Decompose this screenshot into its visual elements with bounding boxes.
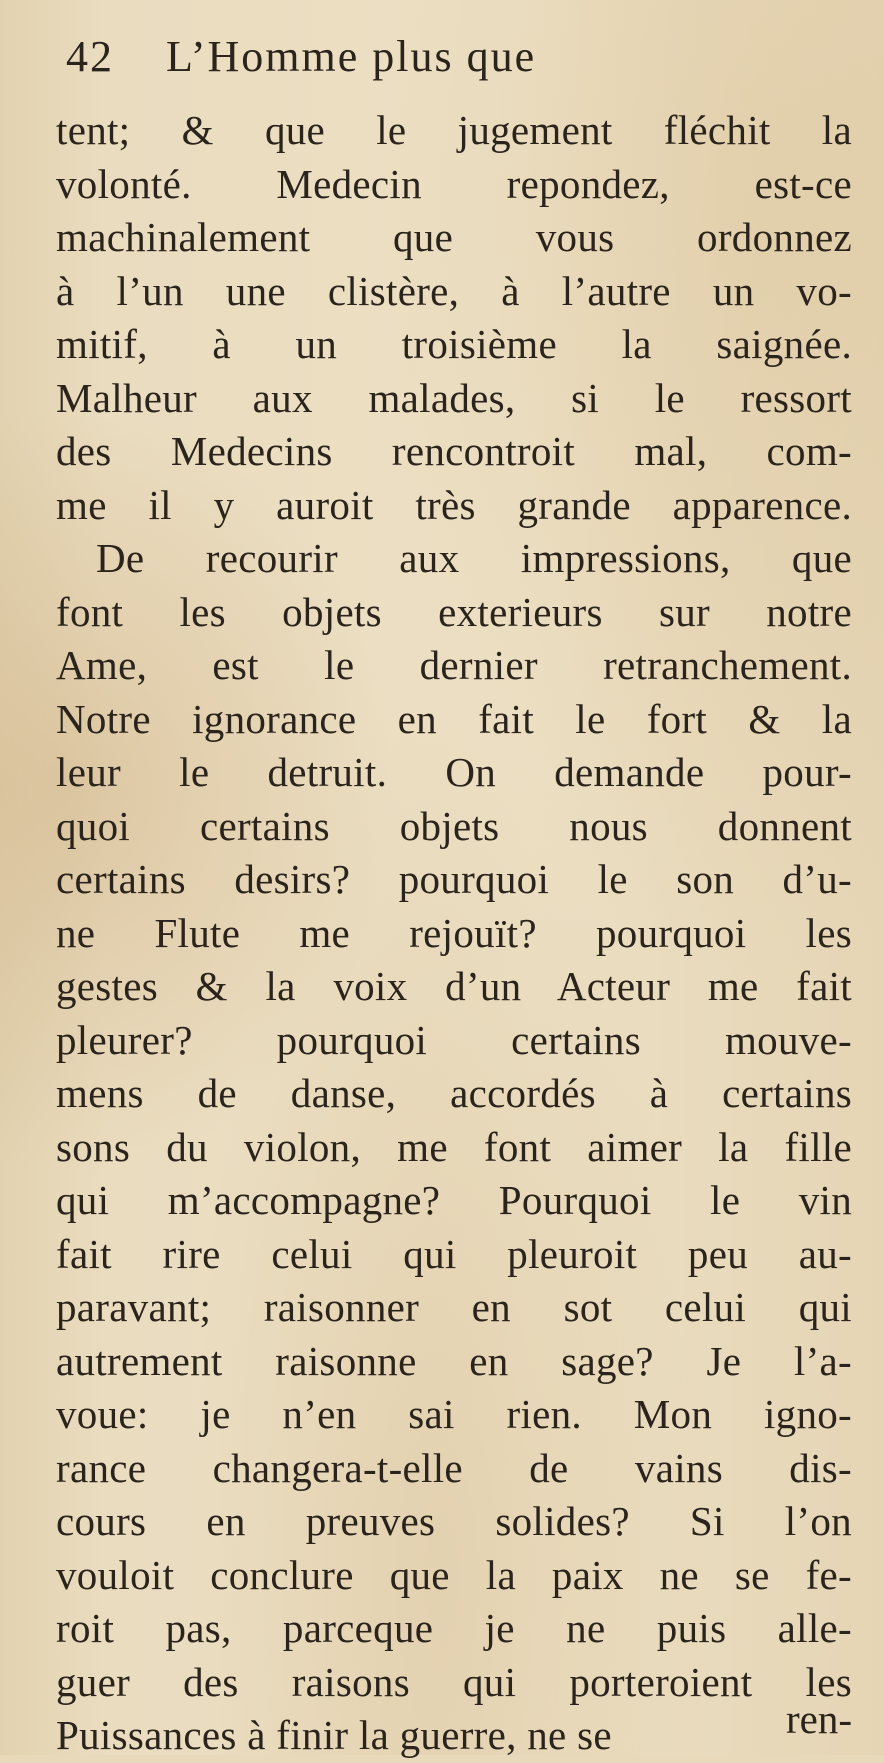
text-line: mens de danse, accordés à certains <box>56 1070 852 1116</box>
text-line: quoi certains objets nous donnent <box>56 802 852 849</box>
text-line: ne Flute me rejouït? pourquoi les <box>56 909 852 956</box>
page-number: 42 <box>66 32 114 81</box>
catchword: ren- <box>785 1696 852 1742</box>
text-line: Malheur aux malades, si le ressort <box>56 374 852 421</box>
text-line: font les objets exterieurs sur notre <box>56 588 852 635</box>
text-line: vouloit conclure que la paix ne se fe- <box>56 1551 852 1598</box>
text-line: pleurer? pourquoi certains mouve- <box>56 1016 852 1063</box>
text-line: voue: je n’en sai rien. Mon igno- <box>56 1391 852 1437</box>
text-line: des Medecins rencontroit mal, com- <box>56 428 852 474</box>
running-title: L’Homme plus que <box>166 32 537 81</box>
text-line: rance changera-t-elle de vains dis- <box>56 1444 852 1491</box>
text-line: cours en preuves solides? Si l’on <box>56 1498 852 1544</box>
text-line: fait rire celui qui pleuroit peu au- <box>56 1230 852 1277</box>
text-line: gestes & la voix d’un Acteur me fait <box>56 963 852 1009</box>
text-line: autrement raisonne en sage? Je l’a- <box>56 1337 852 1384</box>
paragraph-start-line: De recourir aux impressions, que <box>96 535 852 581</box>
text-line: Notre ignorance en fait le fort & la <box>56 695 852 742</box>
text-line: guer des raisons qui porteroient les <box>56 1658 852 1705</box>
text-line: roit pas, parceque je ne puis alle- <box>56 1605 852 1651</box>
text-line: à l’un une clistère, à l’autre un vo- <box>56 267 852 314</box>
text-line: sons du violon, me font aimer la fille <box>56 1123 852 1170</box>
running-head <box>66 22 846 92</box>
text-line: leur le detruit. On demande pour- <box>56 749 852 795</box>
text-line: tent; & que le jugement fléchit la <box>56 107 852 153</box>
text-line: certains desirs? pourquoi le son d’u- <box>56 856 852 902</box>
text-line: machinalement que vous ordonnez <box>56 214 852 260</box>
text-line: volonté. Medecin repondez, est-ce <box>56 160 852 207</box>
body-text <box>56 104 852 1763</box>
text-line: Puissances à finir la guerre, ne se <box>56 1712 612 1758</box>
text-line: qui m’accompagne? Pourquoi le vin <box>56 1177 852 1223</box>
text-line: paravant; raisonner en sot celui qui <box>56 1284 852 1330</box>
text-line: mitif, à un troisième la saignée. <box>56 321 852 367</box>
text-line: me il y auroit très grande apparence. <box>56 481 852 528</box>
text-line: Ame, est le dernier retranchement. <box>56 642 852 688</box>
